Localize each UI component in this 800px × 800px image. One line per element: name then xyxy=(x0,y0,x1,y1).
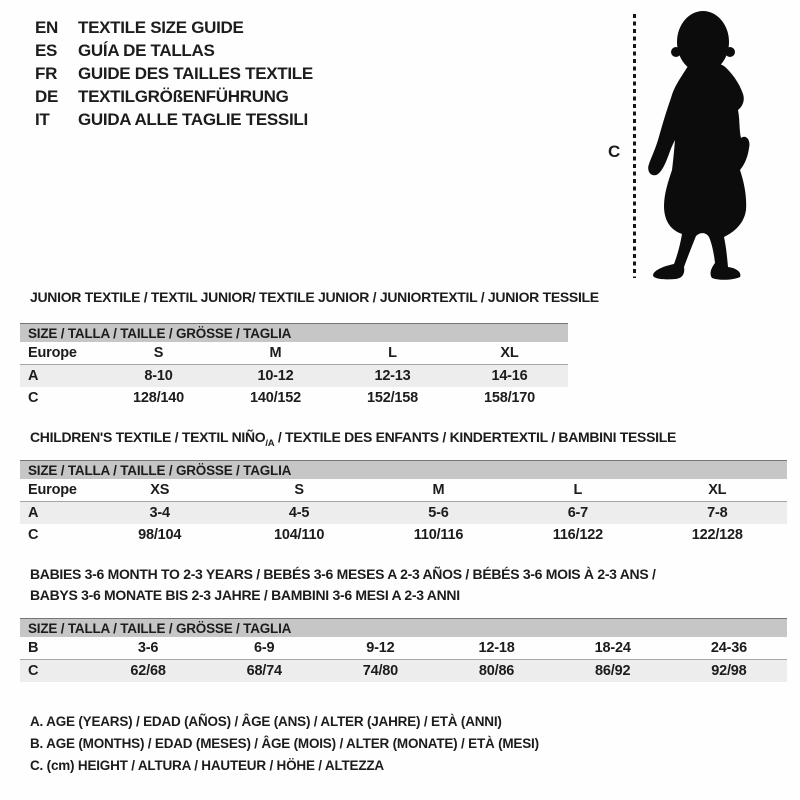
size-bar-row xyxy=(20,461,787,480)
language-code: DE xyxy=(35,87,59,106)
children-heading-text: / TEXTILE DES ENFANTS / KINDERTEXTIL / BAMBINI TESSILE xyxy=(274,429,677,445)
height-measure-label: C xyxy=(608,142,621,161)
language-title: TEXTILGRÖßENFÜHRUNG xyxy=(78,87,289,106)
column-header: XL xyxy=(500,345,519,361)
size-cell: 122/128 xyxy=(691,527,743,543)
column-header: XS xyxy=(150,482,170,498)
children-heading-subscript: /A xyxy=(265,438,275,449)
size-cell: 104/110 xyxy=(273,527,325,543)
children-size-table xyxy=(20,460,787,546)
language-code: EN xyxy=(35,18,59,37)
region-label: Europe xyxy=(28,345,77,361)
column-header: L xyxy=(573,482,583,498)
size-cell: 152/158 xyxy=(366,390,418,406)
children-heading-text: CHILDREN'S TEXTILE / TEXTIL NIÑO xyxy=(30,429,266,445)
size-cell: 92/98 xyxy=(671,660,787,683)
babies-height-row xyxy=(20,660,787,683)
size-cell: 74/80 xyxy=(322,660,438,683)
language-title: GUIDE DES TAILLES TEXTILE xyxy=(78,64,313,83)
row-label: C xyxy=(20,660,90,683)
size-bar-row xyxy=(20,619,787,638)
language-code: IT xyxy=(35,110,50,129)
size-cell: 6-7 xyxy=(508,502,647,525)
children-height-row xyxy=(20,524,787,546)
babies-size-table xyxy=(20,618,787,682)
row-label: A xyxy=(20,502,90,525)
language-title: GUÍA DE TALLAS xyxy=(78,41,215,60)
junior-section-heading: JUNIOR TEXTILE / TEXTIL JUNIOR/ TEXTILE JUNIOR / JUNIORTEXTIL / JUNIOR TESSILE xyxy=(30,289,599,305)
size-cell: 98/104 xyxy=(138,527,182,543)
column-header: L xyxy=(388,345,397,361)
row-label: C xyxy=(28,390,39,406)
junior-header-row xyxy=(20,342,568,365)
babies-section-heading xyxy=(30,564,656,606)
size-cell: 140/152 xyxy=(249,390,301,406)
row-label: C xyxy=(28,527,39,543)
junior-size-table xyxy=(20,323,568,409)
size-bar-row xyxy=(20,324,568,343)
language-row-fr xyxy=(35,62,313,85)
language-title: TEXTILE SIZE GUIDE xyxy=(78,18,244,37)
size-cell: 10-12 xyxy=(217,365,334,388)
size-cell: 5-6 xyxy=(369,502,508,525)
column-header: M xyxy=(432,482,445,498)
children-header-row xyxy=(20,479,787,502)
size-cell: 3-4 xyxy=(90,502,229,525)
language-code: FR xyxy=(35,64,58,83)
babies-heading-line1: BABIES 3-6 MONTH TO 2-3 YEARS / BEBÉS 3-6 MESES A 2-3 AÑOS / BÉBÉS 3-6 MOIS À 2-3 ANS / xyxy=(30,566,656,582)
size-cell: 12-18 xyxy=(478,640,515,656)
toddler-silhouette-icon xyxy=(636,6,776,281)
language-title-list xyxy=(35,16,313,131)
size-cell: 68/74 xyxy=(206,660,322,683)
column-header: S xyxy=(153,345,164,361)
children-age-row xyxy=(20,502,787,525)
size-cell: 116/122 xyxy=(552,527,603,543)
language-code: ES xyxy=(35,41,58,60)
size-cell: 80/86 xyxy=(438,660,554,683)
size-cell: 158/170 xyxy=(483,390,535,406)
size-cell: 128/140 xyxy=(132,390,184,406)
size-cell: 24-36 xyxy=(710,640,747,656)
language-row-es xyxy=(35,39,313,62)
legend-line-a: A. AGE (YEARS) / EDAD (AÑOS) / ÂGE (ANS) / ALTER (JAHRE) / ETÀ (ANNI) xyxy=(30,714,502,729)
legend-line-c: C. (cm) HEIGHT / ALTURA / HAUTEUR / HÖHE / ALTEZZA xyxy=(30,758,384,773)
language-row-en xyxy=(35,16,313,39)
column-header: S xyxy=(294,482,304,498)
size-cell: 8-10 xyxy=(100,365,217,388)
size-cell: 14-16 xyxy=(451,365,568,388)
language-title: GUIDA ALLE TAGLIE TESSILI xyxy=(78,110,308,129)
size-cell: 86/92 xyxy=(555,660,671,683)
size-cell: 9-12 xyxy=(366,640,395,656)
size-cell: 3-6 xyxy=(137,640,159,656)
junior-age-row xyxy=(20,365,568,388)
babies-heading-line2: BABYS 3-6 MONATE BIS 2-3 JAHRE / BAMBINI 3-6 MESI A 2-3 ANNI xyxy=(30,587,460,603)
size-cell: 18-24 xyxy=(594,640,631,656)
column-header: XL xyxy=(708,482,727,498)
row-label: A xyxy=(20,365,100,388)
babies-age-row xyxy=(20,637,787,660)
row-label: B xyxy=(28,640,39,656)
junior-height-row xyxy=(20,387,568,409)
size-cell: 12-13 xyxy=(334,365,451,388)
size-bar-label: SIZE / TALLA / TAILLE / GRÖSSE / TAGLIA xyxy=(20,324,568,343)
size-cell: 62/68 xyxy=(90,660,206,683)
column-header: M xyxy=(269,345,282,361)
size-cell: 4-5 xyxy=(229,502,368,525)
size-cell: 6-9 xyxy=(254,640,275,656)
measure-legend xyxy=(30,711,539,777)
children-section-heading xyxy=(30,429,676,449)
legend-line-b: B. AGE (MONTHS) / EDAD (MESES) / ÂGE (MOIS) / ALTER (MONATE) / ETÀ (MESI) xyxy=(30,736,539,751)
size-cell: 110/116 xyxy=(413,527,464,543)
size-bar-label: SIZE / TALLA / TAILLE / GRÖSSE / TAGLIA xyxy=(20,461,787,480)
language-row-de xyxy=(35,85,313,108)
region-label: Europe xyxy=(28,482,77,498)
language-row-it xyxy=(35,108,313,131)
size-cell: 7-8 xyxy=(648,502,787,525)
size-bar-label: SIZE / TALLA / TAILLE / GRÖSSE / TAGLIA xyxy=(20,619,787,638)
